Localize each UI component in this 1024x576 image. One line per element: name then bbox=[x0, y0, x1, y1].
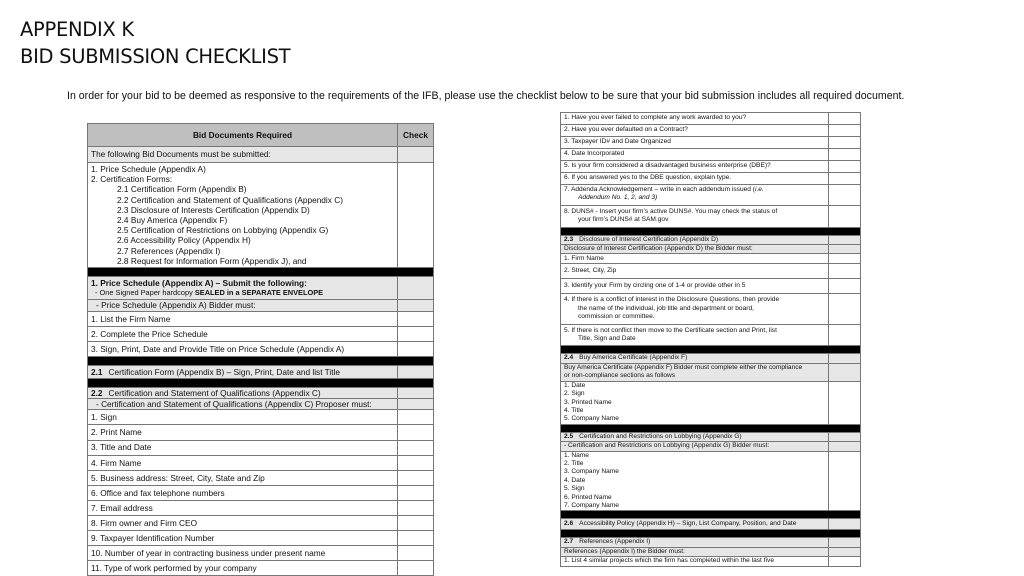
disclosure-item: 1. Firm Name bbox=[561, 254, 829, 264]
check-cell[interactable] bbox=[829, 381, 861, 424]
price-item: 3. Sign, Print, Date and Provide Title on Price Schedule (Appendix A) bbox=[88, 341, 398, 356]
table-row bbox=[561, 245, 861, 254]
list-item: 1. Price Schedule (Appendix A) bbox=[91, 164, 206, 174]
table-row bbox=[88, 485, 434, 500]
s23-bidder-text: Disclosure of Interest Certification (Appendix D) the Bidder must: bbox=[561, 245, 829, 254]
list-item: 2.2 Certification and Statement of Qualifications (Appendix C) bbox=[117, 194, 343, 205]
qualification-item: 2. Print Name bbox=[88, 425, 398, 440]
qualification-item: 6. Office and fax telephone numbers bbox=[88, 485, 398, 500]
section-title: Accessibility Policy (Appendix H) – Sign, List Company, Position, and Date bbox=[579, 520, 797, 528]
table-header-row bbox=[88, 124, 434, 147]
page-title bbox=[20, 16, 290, 70]
table-row bbox=[561, 235, 861, 244]
title-line-2: BID SUBMISSION CHECKLIST bbox=[20, 45, 291, 68]
section-divider bbox=[561, 346, 861, 354]
check-cell[interactable] bbox=[829, 185, 861, 206]
table-row bbox=[88, 147, 434, 163]
check-cell[interactable] bbox=[398, 410, 434, 425]
question-item: 6. If you answered yes to the DBE question, explain type. bbox=[561, 173, 829, 185]
conflict-item bbox=[561, 294, 829, 324]
check-cell[interactable] bbox=[398, 440, 434, 455]
addenda-line-2: Addendum No. 1, 2, and 3) bbox=[578, 194, 658, 202]
check-cell[interactable] bbox=[398, 546, 434, 561]
section-2-6 bbox=[561, 519, 829, 530]
table-row bbox=[88, 425, 434, 440]
check-cell[interactable] bbox=[829, 519, 861, 530]
must-submit-text: The following Bid Documents must be submitted: bbox=[88, 147, 398, 163]
question-item: 4. Date Incorporated bbox=[561, 149, 829, 161]
check-cell[interactable] bbox=[398, 147, 434, 163]
no-conflict-line-2: Title, Sign and Date bbox=[578, 335, 636, 343]
check-cell[interactable] bbox=[829, 279, 861, 294]
right-checklist-table bbox=[560, 112, 861, 567]
table-row bbox=[561, 185, 861, 206]
section-title: Certification and Statement of Qualifications (Appendix C) bbox=[108, 387, 321, 398]
table-row bbox=[88, 470, 434, 485]
hardcopy-bold: SEALED in a SEPARATE ENVELOPE bbox=[194, 288, 324, 298]
list-item: 4. Title bbox=[564, 406, 584, 414]
disclosure-item: 3. Identify your Firm by circling one of 1-4 or provide other in 5 bbox=[561, 279, 829, 294]
check-cell[interactable] bbox=[829, 113, 861, 125]
title-line-1: APPENDIX K bbox=[20, 18, 134, 41]
check-cell[interactable] bbox=[829, 205, 861, 227]
left-checklist-table bbox=[87, 123, 434, 576]
check-cell[interactable] bbox=[829, 125, 861, 137]
table-row bbox=[561, 279, 861, 294]
list-item: 2. Certification Forms: bbox=[91, 174, 173, 185]
section-2-1 bbox=[88, 365, 398, 378]
buy-america-items bbox=[561, 381, 829, 424]
check-cell[interactable] bbox=[829, 538, 861, 547]
s24-bidder-line-1: Buy America Certificate (Appendix F) Bidder must complete either the compliance bbox=[564, 363, 803, 371]
table-row bbox=[561, 173, 861, 185]
table-row bbox=[88, 365, 434, 378]
check-cell[interactable] bbox=[829, 557, 861, 566]
list-item: 2.6 Accessibility Policy (Appendix H) bbox=[117, 235, 251, 246]
section-2-2 bbox=[88, 387, 398, 398]
section-number: 2.5 bbox=[564, 432, 574, 440]
check-cell[interactable] bbox=[398, 399, 434, 410]
table-row bbox=[88, 455, 434, 470]
check-cell[interactable] bbox=[398, 485, 434, 500]
price-bidder-text: - Price Schedule (Appendix A) Bidder must: bbox=[88, 300, 398, 311]
qualification-item: 8. Firm owner and Firm CEO bbox=[88, 515, 398, 530]
section-2-5 bbox=[561, 432, 829, 441]
check-cell[interactable] bbox=[829, 354, 861, 363]
section-divider bbox=[88, 356, 434, 365]
qualification-item: 11. Type of work performed by your company bbox=[88, 561, 398, 576]
intro-text: In order for your bid to be deemed as responsive to the requirements of the IFB, please use the checklist below to be sure that your bid submission includes all required document. bbox=[67, 90, 905, 102]
hardcopy-prefix: - One Signed Paper hardcopy bbox=[95, 288, 195, 298]
list-item: 2.8 Request for Information Form (Appendix J), and bbox=[117, 255, 307, 266]
section-divider bbox=[561, 424, 861, 432]
question-item: 3. Taxpayer ID# and Date Organized bbox=[561, 137, 829, 149]
table-row bbox=[88, 311, 434, 326]
check-cell[interactable] bbox=[398, 326, 434, 341]
check-cell[interactable] bbox=[398, 531, 434, 546]
table-row bbox=[88, 300, 434, 311]
section-title: References (Appendix I) bbox=[579, 538, 651, 546]
table-row bbox=[561, 363, 861, 381]
table-row bbox=[561, 324, 861, 346]
s24-bidder-line-2: or non-compliance sections as follows bbox=[564, 372, 676, 380]
table-row bbox=[88, 440, 434, 455]
addenda-line-1: 7. Addenda Acknowledgement – write in each addendum issued (i.e. bbox=[564, 186, 764, 193]
check-cell[interactable] bbox=[829, 245, 861, 254]
check-cell[interactable] bbox=[829, 547, 861, 556]
list-item: 2. Title bbox=[564, 459, 584, 467]
s24-bidder-text bbox=[561, 363, 829, 381]
table-row bbox=[561, 149, 861, 161]
table-row bbox=[88, 561, 434, 576]
list-item: 2.7 References (Appendix I) bbox=[117, 245, 221, 256]
table-row bbox=[561, 547, 861, 556]
table-row bbox=[561, 381, 861, 424]
qualification-item: 1. Sign bbox=[88, 410, 398, 425]
references-item: 1. List 4 similar projects which the firm has completed within the last five bbox=[561, 557, 829, 566]
check-cell[interactable] bbox=[829, 149, 861, 161]
check-cell[interactable] bbox=[829, 254, 861, 264]
check-cell[interactable] bbox=[398, 163, 434, 268]
section-2-7 bbox=[561, 538, 829, 547]
disclosure-item: 2. Street, City, Zip bbox=[561, 264, 829, 279]
section-2-4 bbox=[561, 354, 829, 363]
table-row bbox=[88, 410, 434, 425]
conflict-line-1: 4. If there is a conflict of interest in the Disclosure Questions, then provide bbox=[564, 296, 780, 304]
qualification-item: 9. Taxpayer Identification Number bbox=[88, 531, 398, 546]
table-row bbox=[561, 432, 861, 441]
table-row bbox=[561, 538, 861, 547]
addenda-item bbox=[561, 185, 829, 206]
list-item: 1. Name bbox=[564, 451, 589, 459]
hardcopy-note bbox=[91, 288, 394, 298]
qualification-item: 10. Number of year in contracting business under present name bbox=[88, 546, 398, 561]
list-item: 1. Date bbox=[564, 381, 586, 389]
price-heading: 1. Price Schedule (Appendix A) – Submit the following: bbox=[91, 278, 307, 289]
price-item: 1. List the Firm Name bbox=[88, 311, 398, 326]
list-item: 6. Printed Name bbox=[564, 493, 612, 501]
table-row bbox=[561, 205, 861, 227]
check-cell[interactable] bbox=[398, 311, 434, 326]
table-row bbox=[561, 125, 861, 137]
section-number: 2.4 bbox=[564, 354, 574, 362]
price-item: 2. Complete the Price Schedule bbox=[88, 326, 398, 341]
check-cell[interactable] bbox=[829, 363, 861, 381]
section-number: 2.7 bbox=[564, 538, 574, 546]
list-item: 5. Company Name bbox=[564, 415, 619, 423]
check-cell[interactable] bbox=[398, 341, 434, 356]
list-item: 7. Company Name bbox=[564, 501, 619, 509]
table-row bbox=[561, 519, 861, 530]
list-item: 2.5 Certification of Restrictions on Lobbying (Appendix G) bbox=[117, 225, 329, 236]
table-row bbox=[561, 254, 861, 264]
proposer-text: - Certification and Statement of Qualifications (Appendix C) Proposer must: bbox=[88, 399, 398, 410]
check-cell[interactable] bbox=[829, 432, 861, 441]
header-check: Check bbox=[398, 124, 434, 147]
list-item: 3. Company Name bbox=[564, 468, 619, 476]
check-cell[interactable] bbox=[398, 300, 434, 311]
check-cell[interactable] bbox=[398, 277, 434, 300]
check-cell[interactable] bbox=[829, 442, 861, 451]
s25-bidder-text: - Certification and Restrictions on Lobbying (Appendix G) Bidder must: bbox=[561, 442, 829, 451]
table-row bbox=[88, 326, 434, 341]
check-cell[interactable] bbox=[829, 173, 861, 185]
table-row bbox=[561, 161, 861, 173]
list-item: 5. Sign bbox=[564, 485, 585, 493]
check-cell[interactable] bbox=[398, 515, 434, 530]
table-row bbox=[88, 515, 434, 530]
table-row bbox=[88, 500, 434, 515]
duns-item bbox=[561, 205, 829, 227]
list-item: 3. Printed Name bbox=[564, 398, 612, 406]
check-cell[interactable] bbox=[398, 425, 434, 440]
section-title: Disclosure of Interest Certification (Appendix D) bbox=[579, 235, 719, 243]
conflict-line-2: the name of the individual, job title and department or board, bbox=[578, 304, 754, 312]
check-cell[interactable] bbox=[398, 561, 434, 576]
section-title: Certification and Restrictions on Lobbying (Appendix G) bbox=[579, 432, 742, 440]
section-divider bbox=[88, 268, 434, 277]
list-item: 2. Sign bbox=[564, 390, 585, 398]
check-cell[interactable] bbox=[829, 264, 861, 279]
table-row bbox=[561, 557, 861, 566]
list-item: 2.4 Buy America (Appendix F) bbox=[117, 215, 228, 226]
duns-line-1: 8. DUNS# - Insert your firm’s active DUNS#. You may check the status of bbox=[564, 207, 778, 215]
table-row bbox=[88, 163, 434, 268]
table-row bbox=[88, 387, 434, 398]
check-cell[interactable] bbox=[398, 500, 434, 515]
qualification-item: 5. Business address: Street, City, State and Zip bbox=[88, 470, 398, 485]
table-row bbox=[88, 546, 434, 561]
list-item: 2.1 Certification Form (Appendix B) bbox=[117, 184, 247, 195]
section-number: 2.2 bbox=[91, 387, 103, 398]
no-conflict-item bbox=[561, 324, 829, 346]
table-row bbox=[561, 264, 861, 279]
question-item: 5. Is your firm considered a disadvantaged business enterprise (DBE)? bbox=[561, 161, 829, 173]
duns-line-2: your firm’s DUNS# at SAM.gov bbox=[578, 216, 669, 224]
section-title: Certification Form (Appendix B) – Sign, Print, Date and list Title bbox=[108, 366, 341, 377]
check-cell[interactable] bbox=[829, 294, 861, 324]
table-row bbox=[561, 354, 861, 363]
check-cell[interactable] bbox=[398, 387, 434, 398]
no-conflict-line-1: 5. If there is not conflict then move to the Certificate section and Print, list bbox=[564, 326, 777, 334]
qualification-item: 4. Firm Name bbox=[88, 455, 398, 470]
table-row bbox=[88, 531, 434, 546]
check-cell[interactable] bbox=[829, 137, 861, 149]
check-cell[interactable] bbox=[829, 161, 861, 173]
table-row bbox=[561, 442, 861, 451]
check-cell[interactable] bbox=[829, 451, 861, 511]
qualification-item: 7. Email address bbox=[88, 500, 398, 515]
question-item: 2. Have you ever defaulted on a Contract? bbox=[561, 125, 829, 137]
question-item: 1. Have you ever failed to complete any work awarded to you? bbox=[561, 113, 829, 125]
table-row bbox=[561, 294, 861, 324]
section-2-3 bbox=[561, 235, 829, 244]
section-divider bbox=[88, 378, 434, 387]
section-number: 2.6 bbox=[564, 520, 574, 528]
section-divider bbox=[561, 530, 861, 538]
check-cell[interactable] bbox=[398, 365, 434, 378]
section-number: 2.3 bbox=[564, 235, 574, 243]
table-row bbox=[88, 277, 434, 300]
section-number: 2.1 bbox=[91, 366, 103, 377]
lobbying-items bbox=[561, 451, 829, 511]
check-cell[interactable] bbox=[829, 235, 861, 244]
conflict-line-3: commission or committee. bbox=[578, 313, 655, 321]
table-row bbox=[561, 113, 861, 125]
list-item: 4. Date bbox=[564, 476, 586, 484]
section-title: Buy America Certificate (Appendix F) bbox=[579, 354, 688, 362]
table-row bbox=[561, 451, 861, 511]
check-cell[interactable] bbox=[398, 470, 434, 485]
section-divider bbox=[561, 227, 861, 235]
check-cell[interactable] bbox=[398, 455, 434, 470]
list-item: 2.3 Disclosure of Interests Certification (Appendix D) bbox=[117, 204, 310, 215]
check-cell[interactable] bbox=[829, 324, 861, 346]
header-bid-documents: Bid Documents Required bbox=[88, 124, 398, 147]
table-row bbox=[561, 137, 861, 149]
qualification-item: 3. Title and Date bbox=[88, 440, 398, 455]
table-row bbox=[88, 399, 434, 410]
s27-bidder-text: References (Appendix I) the Bidder must: bbox=[561, 547, 829, 556]
table-row bbox=[88, 341, 434, 356]
section-divider bbox=[561, 511, 861, 519]
